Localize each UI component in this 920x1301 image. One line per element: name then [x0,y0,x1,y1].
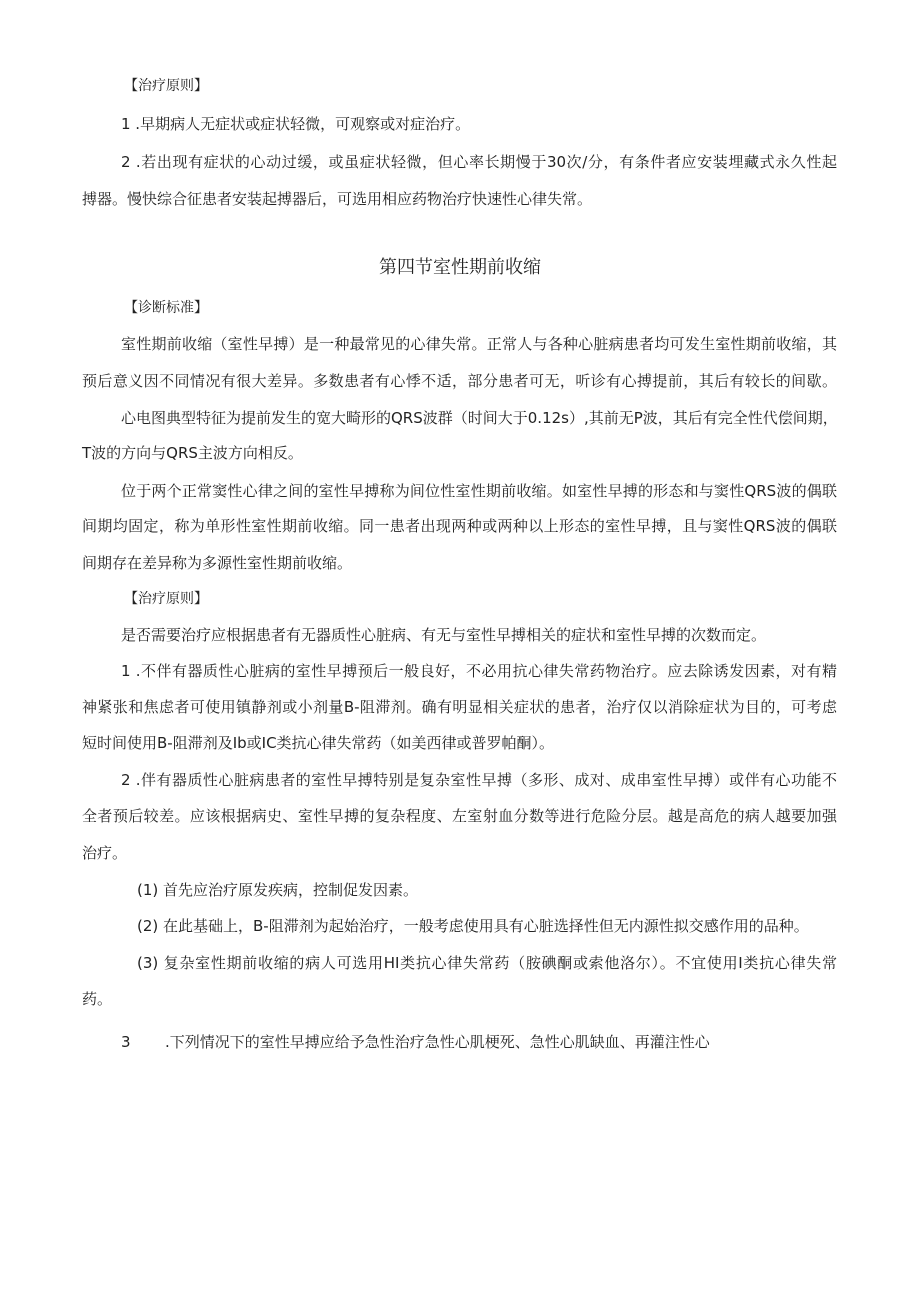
treatment-2-line-2: 全者预后较差。应该根据病史、室性早搏的复杂程度、左室射血分数等进行危险分层。越是高危的病人越要加强 [82,807,837,825]
treatment-item-2-line-2: 搏器。慢快综合征患者安装起搏器后，可选用相应药物治疗快速性心律失常。 [82,190,593,208]
paragraph-2-line-1: 心电图典型特征为提前发生的宽大畸形的QRS波群（时间大于0.12s）,其前无P波，其后有完全性代偿间期， [121,409,838,427]
treatment-3-text: .下列情况下的室性早搏应给予急性治疗急性心肌梗死、急性心肌缺血、再灌注性心 [165,1033,710,1051]
treatment-1-line-2: 神紧张和焦虑者可使用镇静剂或小剂量B-阻滞剂。确有明显相关症状的患者，治疗仅以消除症状为目的，可考虑 [82,698,837,716]
paragraph-3-line-2: 间期均固定，称为单形性室性期前收缩。同一患者出现两种或两种以上形态的室性早搏，且与窦性QRS波的偶联 [82,517,837,535]
sub-item-1: (1) 首先应治疗原发疾病，控制促发因素。 [137,881,419,899]
treatment-2-line-3: 治疗。 [82,844,128,862]
sub-item-3-line-1: (3) 复杂室性期前收缩的病人可选用HI类抗心律失常药（胺碘酮或索他洛尔）。不宜使用I类抗心律失常 [137,954,837,972]
treatment-2-line-1: 2 .伴有器质性心脏病患者的室性早搏特别是复杂室性早搏（多形、成对、成串室性早搏）或伴有心功能不 [121,771,837,789]
section-title: 第四节室性期前收缩 [379,257,541,278]
treatment-3-number: 3 [121,1033,131,1051]
treatment-heading: 【治疗原则】 [124,591,208,607]
paragraph-2-line-2: T波的方向与QRS主波方向相反。 [82,444,303,462]
diagnosis-heading: 【诊断标准】 [124,300,208,316]
treatment-1-line-1: 1 .不伴有器质性心脏病的室性早搏预后一般良好，不必用抗心律失常药物治疗。应去除诱发因素，对有精 [121,662,837,680]
treatment-item-1-prev: 1 .早期病人无症状或症状轻微，可观察或对症治疗。 [121,115,471,133]
paragraph-3-line-1: 位于两个正常窦性心律之间的室性早搏称为间位性室性期前收缩。如室性早搏的形态和与窦性QRS波的偶联 [121,482,837,500]
paragraph-3-line-3: 间期存在差异称为多源性室性期前收缩。 [82,554,353,572]
paragraph-1-line-2: 预后意义因不同情况有很大差异。多数患者有心悸不适，部分患者可无，听诊有心搏提前，其后有较长的间歇。 [82,372,837,390]
treatment-1-line-3: 短时间使用B-阻滞剂及Ib或IC类抗心律失常药（如美西律或普罗帕酮）。 [82,734,555,752]
sub-item-2: (2) 在此基础上，B-阻滞剂为起始治疗，一般考虑使用具有心脏选择性但无内源性拟交感作用的品种。 [137,917,809,935]
treatment-item-2-line-1: 2 .若出现有症状的心动过缓，或虽症状轻微，但心率长期慢于30次/分，有条件者应安装埋藏式永久性起 [121,153,837,171]
sub-item-3-line-2: 药。 [82,990,113,1008]
treatment-heading-prev: 【治疗原则】 [124,78,208,94]
paragraph-4: 是否需要治疗应根据患者有无器质性心脏病、有无与室性早搏相关的症状和室性早搏的次数而定。 [121,626,767,644]
paragraph-1-line-1: 室性期前收缩（室性早搏）是一种最常见的心律失常。正常人与各种心脏病患者均可发生室性期前收缩，其 [121,335,837,353]
